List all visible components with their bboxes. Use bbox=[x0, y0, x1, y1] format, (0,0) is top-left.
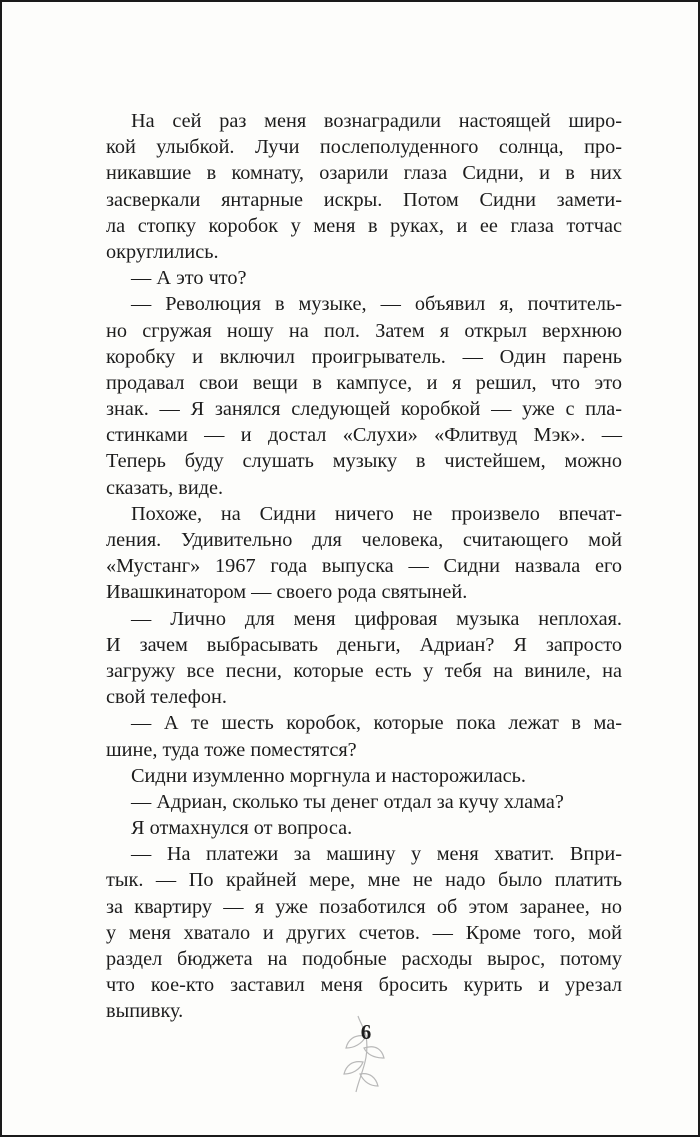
text-line: стинками — и достал «Слухи» «Флитвуд Мэк». — bbox=[106, 424, 622, 447]
text-line: Теперь буду слушать музыку в чистейшем, можно bbox=[106, 450, 622, 473]
text-line: Я отмахнулся от вопроса. bbox=[131, 817, 353, 840]
text-line: — А это что? bbox=[131, 267, 247, 290]
text-line: округлились. bbox=[106, 240, 219, 263]
text-line: Похоже, на Сидни ничего не произвело впечат- bbox=[131, 502, 622, 525]
text-line: засверкали янтарные искры. Потом Сидни замети- bbox=[106, 188, 622, 211]
text-line: свой телефон. bbox=[106, 686, 227, 709]
text-line: — Лично для меня цифровая музыка неплохая. bbox=[131, 607, 622, 630]
text-line: — На платежи за машину у меня хватит. Впри- bbox=[131, 843, 622, 866]
text-line: — А те шесть коробок, которые пока лежат в ма- bbox=[131, 712, 622, 735]
text-line: шине, туда тоже поместятся? bbox=[106, 738, 357, 761]
text-line: у меня хватало и других счетов. — Кроме того, мой bbox=[106, 921, 622, 944]
text-line: сказать, виде. bbox=[106, 476, 224, 499]
text-line: знак. — Я занялся следующей коробкой — уже с пла- bbox=[106, 398, 622, 421]
text-line: ления. Удивительно для человека, считающего мой bbox=[106, 529, 622, 551]
text-line: загружу все песни, которые есть у тебя на виниле, на bbox=[106, 659, 622, 682]
page-number: 6 bbox=[360, 1020, 372, 1044]
text-line: тык. — По крайней мере, мне не надо было платить bbox=[106, 869, 622, 892]
text-line: за квартиру — я уже позаботился об этом заранее, но bbox=[106, 895, 622, 918]
text-line: «Мустанг» 1967 года выпуска — Сидни назвала его bbox=[106, 555, 622, 578]
text-line: продавал свои вещи в кампусе, и я решил, что это bbox=[106, 371, 622, 394]
body-text bbox=[106, 108, 622, 1025]
text-line: коробку и включил проигрыватель. — Один парень bbox=[106, 345, 622, 368]
text-line: кой улыбкой. Лучи послеполуденного солнца, про- bbox=[106, 136, 622, 159]
text-line: На сей раз меня вознаградили настоящей широ- bbox=[131, 110, 622, 132]
text-line: — Адриан, сколько ты денег отдал за кучу хлама? bbox=[131, 790, 564, 813]
text-line: Сидни изумленно моргнула и насторожилась. bbox=[131, 764, 526, 787]
text-line: И зачем выбрасывать деньги, Адриан? Я запросто bbox=[106, 633, 622, 656]
text-line: — Революция в музыке, — объявил я, почтитель- bbox=[131, 293, 622, 316]
text-line: раздел бюджета на подобные расходы вырос, потому bbox=[106, 948, 622, 970]
text-line: никавшие в комнату, озарили глаза Сидни, и в них bbox=[106, 162, 622, 185]
text-line: но сгружая ношу на пол. Затем я открыл верхнюю bbox=[106, 319, 622, 342]
text-line: ла стопку коробок у меня в руках, и ее глаза тотчас bbox=[106, 214, 622, 237]
text-line: Ивашкинатором — своего рода святыней. bbox=[106, 581, 468, 604]
text-line: что кое-кто заставил меня бросить курить и урезал bbox=[106, 974, 622, 997]
text-line: выпивку. bbox=[106, 1000, 184, 1023]
page-number-ornament bbox=[330, 1014, 400, 1094]
